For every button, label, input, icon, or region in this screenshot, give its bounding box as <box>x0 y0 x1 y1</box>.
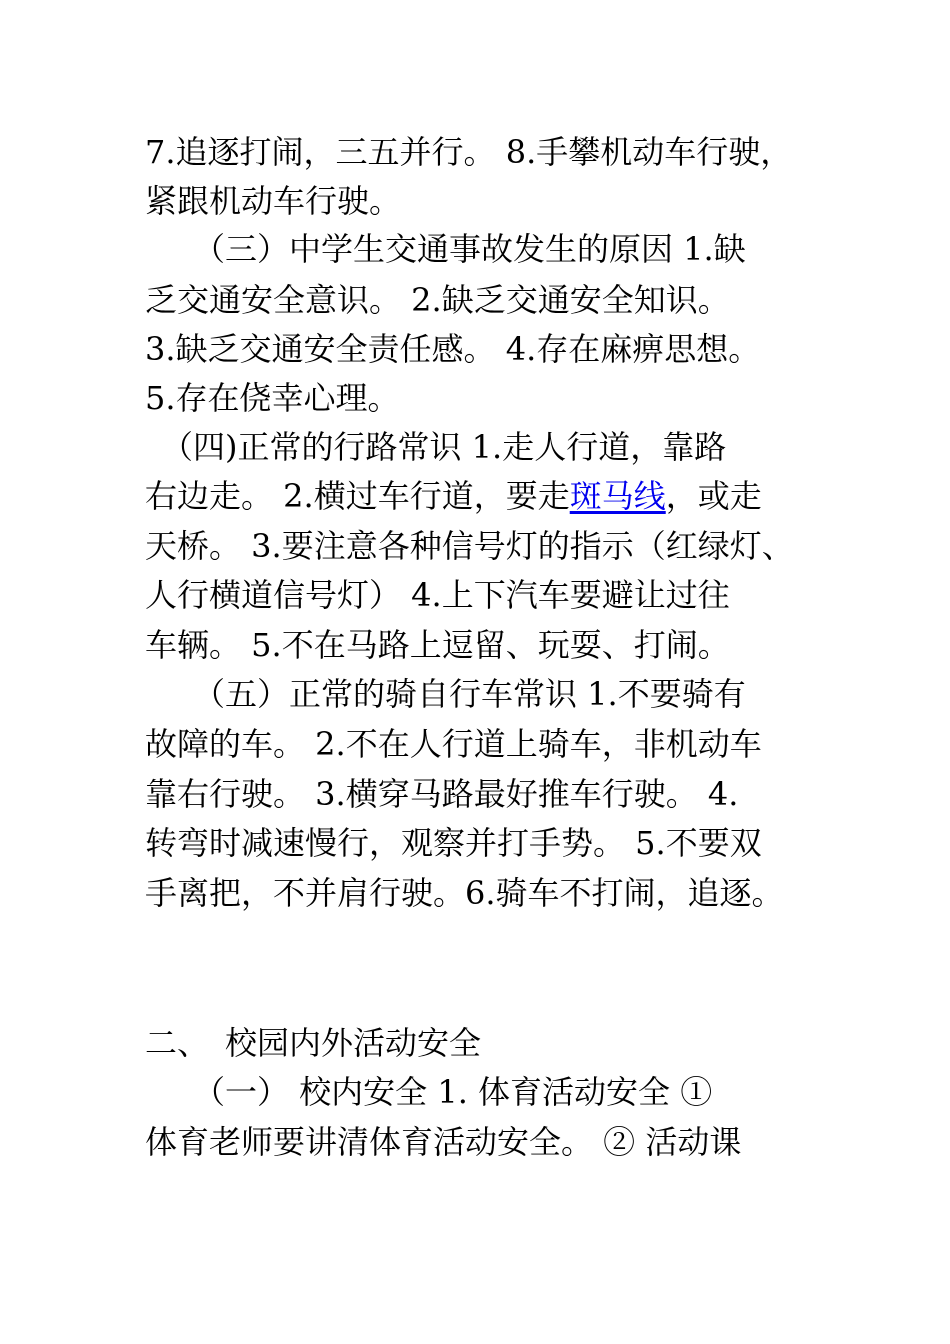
zebra-crossing-link[interactable]: 斑马线 <box>569 477 666 515</box>
text-line: 体育老师要讲清体育活动安全。 ② 活动课 <box>145 1123 742 1161</box>
section-heading-four: （四)正常的行路常识 1.走人行道，靠路 <box>145 428 727 466</box>
chapter-heading-two: 二、 校园内外活动安全 <box>145 1024 482 1062</box>
text-line: 紧跟机动车行驶。 <box>145 182 402 220</box>
section-heading-five: （五）正常的骑自行车常识 1.不要骑有 <box>145 675 746 713</box>
text-line: 3.缺乏交通安全责任感。 4.存在麻痹思想。 <box>145 330 761 368</box>
text-line: 车辆。 5.不在马路上逗留、玩耍、打闹。 <box>145 626 730 664</box>
text-line: 乏交通安全意识。 2.缺乏交通安全知识。 <box>145 281 730 319</box>
text-line: 故障的车。 2.不在人行道上骑车，非机动车 <box>145 725 762 763</box>
subsection-heading-one: （一） 校内安全 1. 体育活动安全 ① <box>145 1073 713 1111</box>
text-line: 5.存在侥幸心理。 <box>145 379 400 417</box>
text-line: 天桥。 3.要注意各种信号灯的指示（红绿灯、 <box>145 527 794 565</box>
section-heading-three: （三）中学生交通事故发生的原因 1.缺 <box>145 230 746 268</box>
text-line: 靠右行驶。 3.横穿马路最好推车行驶。 4. <box>145 775 739 813</box>
text-line-with-link <box>145 472 762 520</box>
text-fragment: ，或走 <box>665 477 762 515</box>
text-line: 人行横道信号灯） 4.上下汽车要避让过往 <box>145 576 730 614</box>
text-line: 7.追逐打闹，三五并行。 8.手攀机动车行驶， <box>145 133 793 171</box>
text-line: 转弯时减速慢行，观察并打手势。 5.不要双 <box>145 824 762 862</box>
text-line: 手离把，不并肩行驶。6.骑车不打闹，追逐。 <box>145 874 784 912</box>
text-fragment: 右边走。 2.横过车行道，要走 <box>145 477 570 515</box>
